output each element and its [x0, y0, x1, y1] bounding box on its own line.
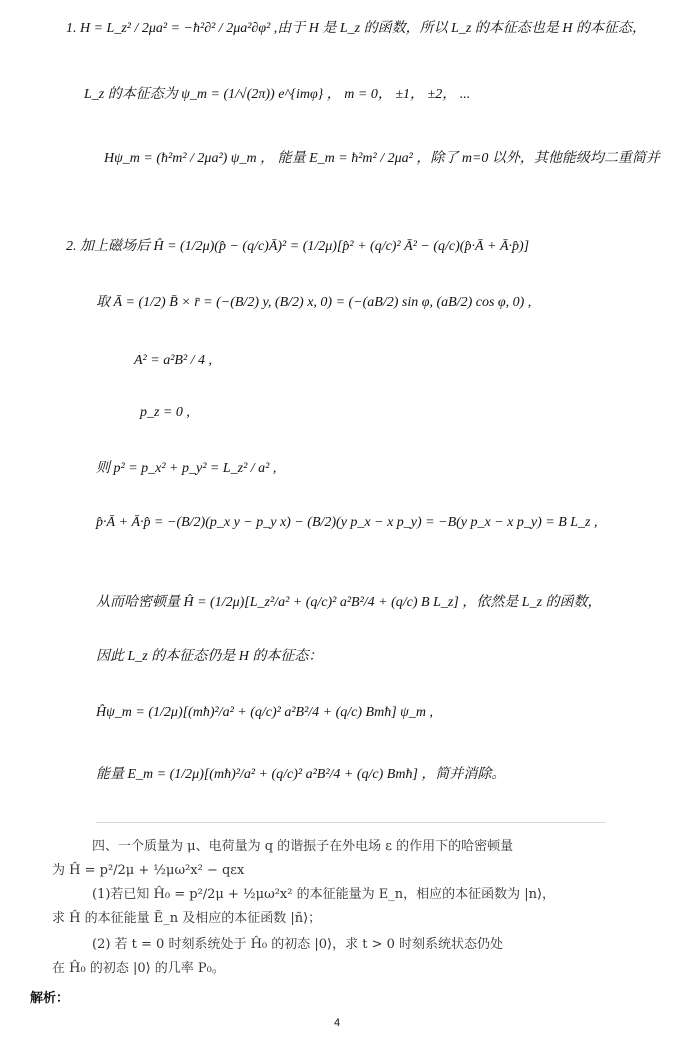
eq-2-eigen-equation: Ĥψ_m = (1/2μ)[(mħ)²/a² + (q/c)² a²B²/4 + (q/c) Bmħ] ψ_m ,	[96, 705, 433, 720]
eq-2-vector-potential: 取 Ā = (1/2) B̄ × r̄ = (−(B/2) y, (B/2) x, 0) = (−(aB/2) sin φ, (aB/2) cos φ, 0) ,	[96, 295, 532, 310]
problem-4-hamiltonian: 为 Ĥ = p²/2μ + ½μω²x² − qεx	[52, 863, 245, 878]
eq-2-pz: p_z = 0 ,	[140, 405, 190, 420]
eq-1-energy: Hψ_m = (ħ²m² / 2μa²) ψ_m ， 能量 E_m = ħ²m² / 2μa² ，除了 m=0 以外，其他能级均二重简并	[104, 151, 660, 166]
eq-2-energy: 能量 E_m = (1/2μ)[(mħ)²/a² + (q/c)² a²B²/4 + (q/c) Bmħ] ，简并消除。	[96, 767, 506, 782]
eq-2-pa-term: p̂·Ā + Ā·p̂ = −(B/2)(p_x y − p_y x) − (B/2)(y p_x − x p_y) = −B(y p_x − x p_y) = B L_z ,	[96, 515, 598, 530]
problem-4-part-1: (1)若已知 Ĥ₀ = p²/2μ + ½μω²x² 的本征能量为 E_n，相应的本征函数为 |n⟩，	[92, 887, 556, 902]
solution-heading: 解析：	[30, 991, 70, 1006]
problem-4-part-2: (2) 若 t = 0 时刻系统处于 Ĥ₀ 的初态 |0⟩，求 t > 0 时刻系统状态仍处	[92, 937, 504, 952]
eq-2-p-squared: 则 p² = p_x² + p_y² = L_z² / a² ,	[96, 461, 277, 476]
eq-2-a-squared: A² = a²B² / 4 ,	[134, 353, 213, 368]
eq-1-hamiltonian: 1. H = L_z² / 2μa² = −ħ²∂² / 2μa²∂φ² ,由于 H 是 L_z 的函数，所以 L_z 的本征态也是 H 的本征态，	[66, 21, 646, 36]
problem-4-statement: 四、一个质量为 μ、电荷量为 q 的谐振子在外电场 ε 的作用下的哈密顿量	[92, 839, 514, 854]
eq-2-hamiltonian: 2. 加上磁场后 Ĥ = (1/2μ)(p̂ − (q/c)Ā)² = (1/2μ)[p̂² + (q/c)² Ā² − (q/c)(p̂·Ā + Ā·p̂)]	[66, 239, 530, 254]
eq-1-eigenstate: L_z 的本征态为 ψ_m = (1/√(2π)) e^{imφ} ， m = 0， ±1， ±2， ...	[84, 87, 471, 102]
problem-4-part-1-cont: 求 Ĥ 的本征能量 Ẽ_n 及相应的本征函数 |ñ⟩；	[52, 911, 322, 926]
problem-4-part-2-cont: 在 Ĥ₀ 的初态 |0⟩ 的几率 P₀。	[52, 961, 225, 976]
section-divider	[96, 822, 606, 823]
eq-2-full-hamiltonian: 从而哈密顿量 Ĥ = (1/2μ)[L_z²/a² + (q/c)² a²B²/4 + (q/c) B L_z] ，依然是 L_z 的函数，	[96, 595, 602, 610]
eq-2-conclusion: 因此 L_z 的本征态仍是 H 的本征态：	[96, 649, 323, 664]
page-number: 4	[334, 1017, 341, 1029]
